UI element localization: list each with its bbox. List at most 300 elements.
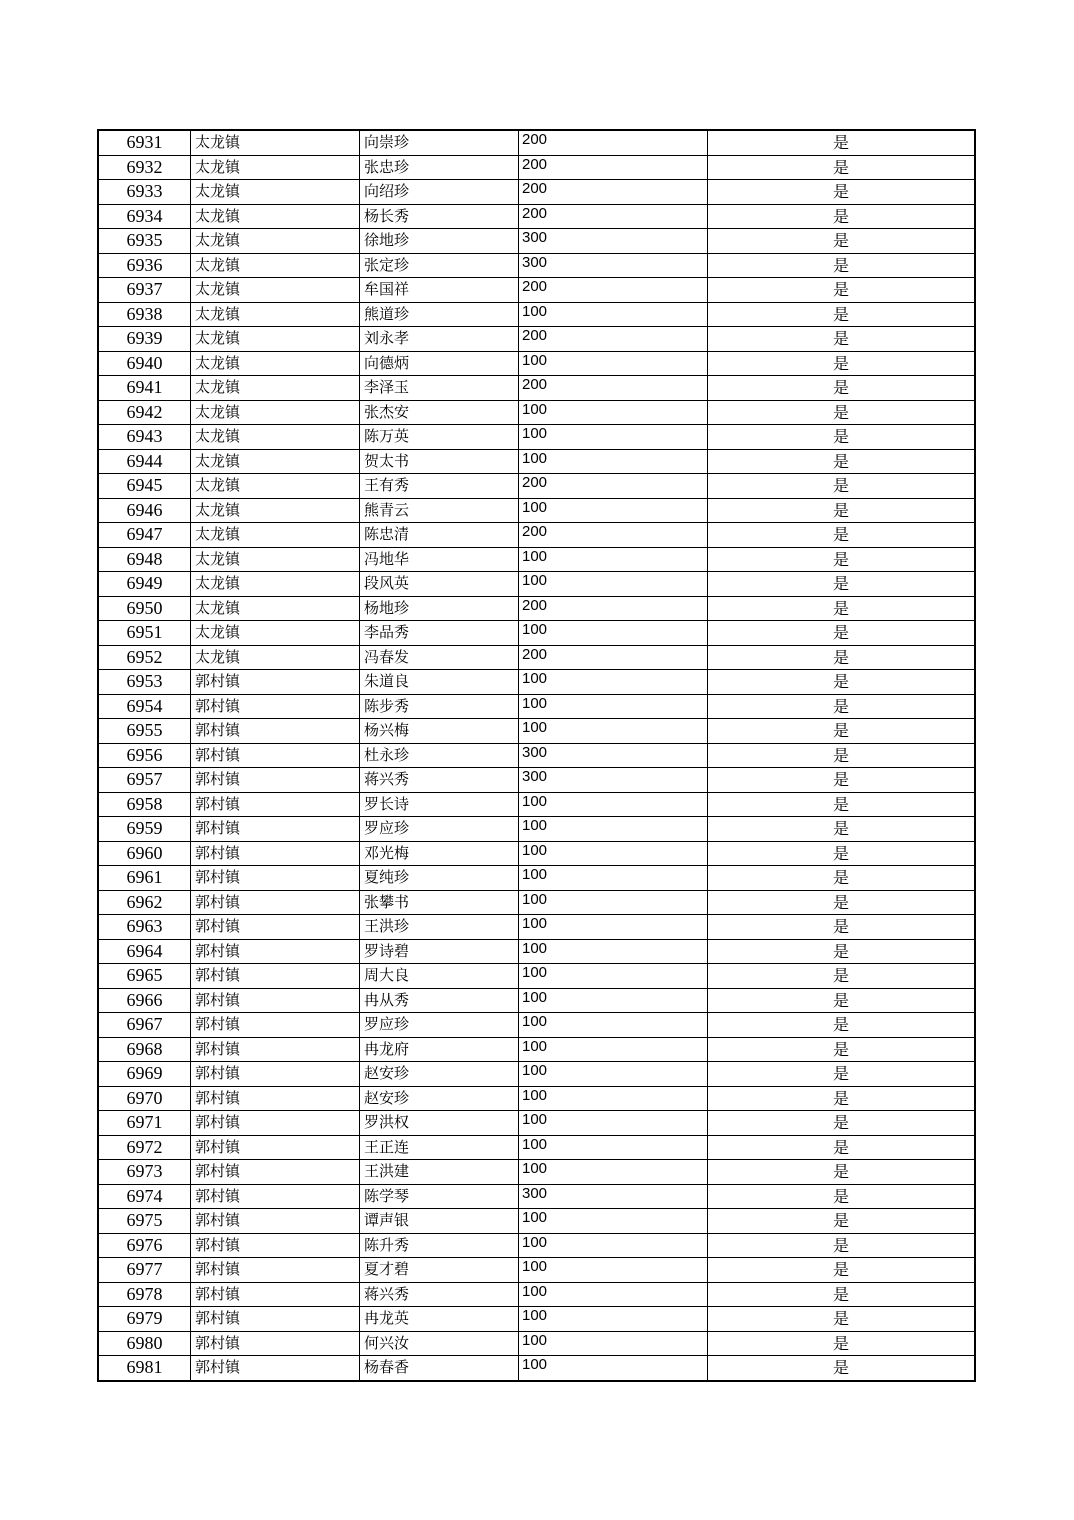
row-number-cell: 6938 (98, 302, 191, 327)
amount-cell: 100 (519, 792, 708, 817)
name-cell: 冉从秀 (360, 988, 519, 1013)
amount-cell: 200 (519, 523, 708, 548)
flag-cell: 是 (708, 1086, 976, 1111)
table-row (98, 474, 975, 499)
name-cell: 蒋兴秀 (360, 1282, 519, 1307)
table-row (98, 1233, 975, 1258)
row-number-cell: 6949 (98, 572, 191, 597)
table-row (98, 327, 975, 352)
table-row (98, 719, 975, 744)
name-cell: 杨春香 (360, 1356, 519, 1381)
town-cell: 郭村镇 (191, 866, 360, 891)
amount-cell: 300 (519, 253, 708, 278)
amount-cell: 100 (519, 988, 708, 1013)
flag-cell: 是 (708, 474, 976, 499)
name-cell: 熊道珍 (360, 302, 519, 327)
flag-cell: 是 (708, 229, 976, 254)
table-row (98, 302, 975, 327)
amount-cell: 100 (519, 1233, 708, 1258)
name-cell: 蒋兴秀 (360, 768, 519, 793)
flag-cell: 是 (708, 1233, 976, 1258)
table-row (98, 596, 975, 621)
data-table (97, 129, 976, 1382)
row-number-cell: 6948 (98, 547, 191, 572)
amount-cell: 100 (519, 1160, 708, 1185)
row-number-cell: 6956 (98, 743, 191, 768)
name-cell: 邓光梅 (360, 841, 519, 866)
flag-cell: 是 (708, 253, 976, 278)
amount-cell: 100 (519, 1307, 708, 1332)
town-cell: 太龙镇 (191, 229, 360, 254)
flag-cell: 是 (708, 621, 976, 646)
town-cell: 太龙镇 (191, 596, 360, 621)
name-cell: 段风英 (360, 572, 519, 597)
flag-cell: 是 (708, 1135, 976, 1160)
flag-cell: 是 (708, 939, 976, 964)
flag-cell: 是 (708, 1356, 976, 1381)
town-cell: 太龙镇 (191, 645, 360, 670)
table-row (98, 523, 975, 548)
flag-cell: 是 (708, 1013, 976, 1038)
town-cell: 太龙镇 (191, 155, 360, 180)
row-number-cell: 6962 (98, 890, 191, 915)
town-cell: 郭村镇 (191, 964, 360, 989)
name-cell: 熊青云 (360, 498, 519, 523)
amount-cell: 100 (519, 964, 708, 989)
table-row (98, 180, 975, 205)
row-number-cell: 6965 (98, 964, 191, 989)
amount-cell: 100 (519, 1135, 708, 1160)
row-number-cell: 6981 (98, 1356, 191, 1381)
row-number-cell: 6947 (98, 523, 191, 548)
amount-cell: 100 (519, 621, 708, 646)
town-cell: 太龙镇 (191, 400, 360, 425)
amount-cell: 100 (519, 939, 708, 964)
row-number-cell: 6940 (98, 351, 191, 376)
table-row (98, 1013, 975, 1038)
town-cell: 太龙镇 (191, 523, 360, 548)
row-number-cell: 6937 (98, 278, 191, 303)
amount-cell: 100 (519, 351, 708, 376)
table-row (98, 939, 975, 964)
amount-cell: 100 (519, 1062, 708, 1087)
amount-cell: 200 (519, 204, 708, 229)
name-cell: 张忠珍 (360, 155, 519, 180)
name-cell: 朱道良 (360, 670, 519, 695)
town-cell: 太龙镇 (191, 351, 360, 376)
name-cell: 张攀书 (360, 890, 519, 915)
table-row (98, 1037, 975, 1062)
row-number-cell: 6977 (98, 1258, 191, 1283)
amount-cell: 100 (519, 890, 708, 915)
town-cell: 太龙镇 (191, 376, 360, 401)
flag-cell: 是 (708, 719, 976, 744)
name-cell: 张定珍 (360, 253, 519, 278)
amount-cell: 100 (519, 1331, 708, 1356)
name-cell: 冉龙府 (360, 1037, 519, 1062)
amount-cell: 100 (519, 425, 708, 450)
town-cell: 郭村镇 (191, 1307, 360, 1332)
amount-cell: 100 (519, 1282, 708, 1307)
town-cell: 郭村镇 (191, 1331, 360, 1356)
table-row (98, 964, 975, 989)
flag-cell: 是 (708, 792, 976, 817)
amount-cell: 100 (519, 1037, 708, 1062)
town-cell: 太龙镇 (191, 278, 360, 303)
amount-cell: 100 (519, 719, 708, 744)
amount-cell: 200 (519, 596, 708, 621)
flag-cell: 是 (708, 866, 976, 891)
name-cell: 李品秀 (360, 621, 519, 646)
table-row (98, 817, 975, 842)
amount-cell: 100 (519, 400, 708, 425)
amount-cell: 100 (519, 302, 708, 327)
flag-cell: 是 (708, 351, 976, 376)
flag-cell: 是 (708, 890, 976, 915)
name-cell: 杜永珍 (360, 743, 519, 768)
town-cell: 郭村镇 (191, 1135, 360, 1160)
name-cell: 冉龙英 (360, 1307, 519, 1332)
name-cell: 陈万英 (360, 425, 519, 450)
name-cell: 向崇珍 (360, 130, 519, 155)
town-cell: 郭村镇 (191, 1013, 360, 1038)
town-cell: 太龙镇 (191, 130, 360, 155)
flag-cell: 是 (708, 1184, 976, 1209)
amount-cell: 300 (519, 229, 708, 254)
amount-cell: 100 (519, 1356, 708, 1381)
table-row (98, 1135, 975, 1160)
town-cell: 太龙镇 (191, 449, 360, 474)
town-cell: 太龙镇 (191, 425, 360, 450)
town-cell: 太龙镇 (191, 572, 360, 597)
row-number-cell: 6946 (98, 498, 191, 523)
name-cell: 罗应珍 (360, 1013, 519, 1038)
town-cell: 郭村镇 (191, 1233, 360, 1258)
table-row (98, 229, 975, 254)
flag-cell: 是 (708, 302, 976, 327)
town-cell: 太龙镇 (191, 180, 360, 205)
row-number-cell: 6945 (98, 474, 191, 499)
town-cell: 郭村镇 (191, 694, 360, 719)
amount-cell: 100 (519, 449, 708, 474)
amount-cell: 200 (519, 130, 708, 155)
row-number-cell: 6952 (98, 645, 191, 670)
table-row (98, 1086, 975, 1111)
flag-cell: 是 (708, 743, 976, 768)
flag-cell: 是 (708, 1209, 976, 1234)
table-row (98, 1160, 975, 1185)
flag-cell: 是 (708, 1307, 976, 1332)
table-row (98, 547, 975, 572)
flag-cell: 是 (708, 596, 976, 621)
amount-cell: 200 (519, 155, 708, 180)
name-cell: 陈步秀 (360, 694, 519, 719)
flag-cell: 是 (708, 964, 976, 989)
flag-cell: 是 (708, 498, 976, 523)
flag-cell: 是 (708, 130, 976, 155)
row-number-cell: 6963 (98, 915, 191, 940)
row-number-cell: 6939 (98, 327, 191, 352)
flag-cell: 是 (708, 1258, 976, 1283)
amount-cell: 100 (519, 1258, 708, 1283)
flag-cell: 是 (708, 1111, 976, 1136)
row-number-cell: 6954 (98, 694, 191, 719)
amount-cell: 200 (519, 180, 708, 205)
name-cell: 贺太书 (360, 449, 519, 474)
name-cell: 刘永孝 (360, 327, 519, 352)
row-number-cell: 6959 (98, 817, 191, 842)
row-number-cell: 6967 (98, 1013, 191, 1038)
name-cell: 向德炳 (360, 351, 519, 376)
table-row (98, 1307, 975, 1332)
town-cell: 郭村镇 (191, 768, 360, 793)
row-number-cell: 6964 (98, 939, 191, 964)
town-cell: 太龙镇 (191, 547, 360, 572)
table-row (98, 890, 975, 915)
table-row (98, 866, 975, 891)
name-cell: 罗应珍 (360, 817, 519, 842)
row-number-cell: 6943 (98, 425, 191, 450)
flag-cell: 是 (708, 670, 976, 695)
table-row (98, 572, 975, 597)
row-number-cell: 6932 (98, 155, 191, 180)
town-cell: 郭村镇 (191, 1282, 360, 1307)
town-cell: 太龙镇 (191, 302, 360, 327)
table-row (98, 743, 975, 768)
town-cell: 郭村镇 (191, 1209, 360, 1234)
table-row (98, 841, 975, 866)
row-number-cell: 6978 (98, 1282, 191, 1307)
name-cell: 赵安珍 (360, 1062, 519, 1087)
town-cell: 郭村镇 (191, 988, 360, 1013)
town-cell: 太龙镇 (191, 253, 360, 278)
flag-cell: 是 (708, 1037, 976, 1062)
town-cell: 郭村镇 (191, 1184, 360, 1209)
row-number-cell: 6941 (98, 376, 191, 401)
row-number-cell: 6935 (98, 229, 191, 254)
town-cell: 郭村镇 (191, 1356, 360, 1381)
row-number-cell: 6950 (98, 596, 191, 621)
flag-cell: 是 (708, 547, 976, 572)
town-cell: 郭村镇 (191, 915, 360, 940)
name-cell: 杨地珍 (360, 596, 519, 621)
flag-cell: 是 (708, 694, 976, 719)
table-row (98, 130, 975, 155)
table-row (98, 694, 975, 719)
amount-cell: 100 (519, 670, 708, 695)
name-cell: 罗长诗 (360, 792, 519, 817)
flag-cell: 是 (708, 425, 976, 450)
table-row (98, 1062, 975, 1087)
flag-cell: 是 (708, 915, 976, 940)
row-number-cell: 6966 (98, 988, 191, 1013)
row-number-cell: 6957 (98, 768, 191, 793)
row-number-cell: 6973 (98, 1160, 191, 1185)
amount-cell: 100 (519, 1086, 708, 1111)
flag-cell: 是 (708, 572, 976, 597)
amount-cell: 300 (519, 768, 708, 793)
row-number-cell: 6979 (98, 1307, 191, 1332)
name-cell: 谭声银 (360, 1209, 519, 1234)
row-number-cell: 6944 (98, 449, 191, 474)
town-cell: 郭村镇 (191, 1160, 360, 1185)
name-cell: 杨兴梅 (360, 719, 519, 744)
flag-cell: 是 (708, 327, 976, 352)
amount-cell: 200 (519, 327, 708, 352)
town-cell: 郭村镇 (191, 939, 360, 964)
flag-cell: 是 (708, 180, 976, 205)
name-cell: 王洪珍 (360, 915, 519, 940)
row-number-cell: 6969 (98, 1062, 191, 1087)
row-number-cell: 6933 (98, 180, 191, 205)
table-row (98, 768, 975, 793)
row-number-cell: 6975 (98, 1209, 191, 1234)
name-cell: 冯地华 (360, 547, 519, 572)
flag-cell: 是 (708, 278, 976, 303)
town-cell: 郭村镇 (191, 670, 360, 695)
table-row (98, 498, 975, 523)
row-number-cell: 6980 (98, 1331, 191, 1356)
town-cell: 太龙镇 (191, 204, 360, 229)
table-row (98, 1111, 975, 1136)
town-cell: 太龙镇 (191, 498, 360, 523)
table-row (98, 1209, 975, 1234)
row-number-cell: 6942 (98, 400, 191, 425)
table-row (98, 1184, 975, 1209)
flag-cell: 是 (708, 1062, 976, 1087)
town-cell: 郭村镇 (191, 743, 360, 768)
amount-cell: 100 (519, 547, 708, 572)
name-cell: 张杰安 (360, 400, 519, 425)
flag-cell: 是 (708, 400, 976, 425)
row-number-cell: 6974 (98, 1184, 191, 1209)
name-cell: 向绍珍 (360, 180, 519, 205)
flag-cell: 是 (708, 523, 976, 548)
name-cell: 罗诗碧 (360, 939, 519, 964)
flag-cell: 是 (708, 449, 976, 474)
town-cell: 郭村镇 (191, 890, 360, 915)
name-cell: 王洪建 (360, 1160, 519, 1185)
amount-cell: 200 (519, 645, 708, 670)
amount-cell: 100 (519, 841, 708, 866)
row-number-cell: 6971 (98, 1111, 191, 1136)
table-row (98, 425, 975, 450)
flag-cell: 是 (708, 1331, 976, 1356)
amount-cell: 300 (519, 1184, 708, 1209)
flag-cell: 是 (708, 1282, 976, 1307)
town-cell: 太龙镇 (191, 621, 360, 646)
table-row (98, 1258, 975, 1283)
name-cell: 杨长秀 (360, 204, 519, 229)
name-cell: 陈学琴 (360, 1184, 519, 1209)
flag-cell: 是 (708, 155, 976, 180)
flag-cell: 是 (708, 204, 976, 229)
row-number-cell: 6976 (98, 1233, 191, 1258)
amount-cell: 100 (519, 694, 708, 719)
name-cell: 王有秀 (360, 474, 519, 499)
amount-cell: 100 (519, 572, 708, 597)
table-body (98, 130, 975, 1381)
amount-cell: 200 (519, 278, 708, 303)
row-number-cell: 6951 (98, 621, 191, 646)
town-cell: 郭村镇 (191, 841, 360, 866)
table-row (98, 1356, 975, 1381)
name-cell: 冯春发 (360, 645, 519, 670)
row-number-cell: 6961 (98, 866, 191, 891)
table-row (98, 645, 975, 670)
name-cell: 陈升秀 (360, 1233, 519, 1258)
amount-cell: 100 (519, 817, 708, 842)
town-cell: 太龙镇 (191, 474, 360, 499)
amount-cell: 100 (519, 915, 708, 940)
name-cell: 陈忠清 (360, 523, 519, 548)
amount-cell: 200 (519, 474, 708, 499)
flag-cell: 是 (708, 817, 976, 842)
amount-cell: 100 (519, 1111, 708, 1136)
table-row (98, 449, 975, 474)
flag-cell: 是 (708, 988, 976, 1013)
town-cell: 郭村镇 (191, 1037, 360, 1062)
name-cell: 赵安珍 (360, 1086, 519, 1111)
row-number-cell: 6955 (98, 719, 191, 744)
name-cell: 夏纯珍 (360, 866, 519, 891)
row-number-cell: 6970 (98, 1086, 191, 1111)
town-cell: 郭村镇 (191, 719, 360, 744)
town-cell: 郭村镇 (191, 1258, 360, 1283)
town-cell: 郭村镇 (191, 792, 360, 817)
table-row (98, 253, 975, 278)
table-row (98, 621, 975, 646)
row-number-cell: 6958 (98, 792, 191, 817)
name-cell: 罗洪权 (360, 1111, 519, 1136)
flag-cell: 是 (708, 376, 976, 401)
table-row (98, 278, 975, 303)
name-cell: 牟国祥 (360, 278, 519, 303)
name-cell: 何兴汝 (360, 1331, 519, 1356)
amount-cell: 100 (519, 1209, 708, 1234)
row-number-cell: 6960 (98, 841, 191, 866)
name-cell: 李泽玉 (360, 376, 519, 401)
name-cell: 周大良 (360, 964, 519, 989)
table-row (98, 915, 975, 940)
town-cell: 郭村镇 (191, 817, 360, 842)
table-row (98, 670, 975, 695)
table-row (98, 1331, 975, 1356)
name-cell: 夏才碧 (360, 1258, 519, 1283)
flag-cell: 是 (708, 1160, 976, 1185)
table-row (98, 988, 975, 1013)
flag-cell: 是 (708, 841, 976, 866)
row-number-cell: 6931 (98, 130, 191, 155)
name-cell: 王正连 (360, 1135, 519, 1160)
row-number-cell: 6934 (98, 204, 191, 229)
table-row (98, 376, 975, 401)
table-row (98, 155, 975, 180)
flag-cell: 是 (708, 645, 976, 670)
table-row (98, 204, 975, 229)
row-number-cell: 6953 (98, 670, 191, 695)
town-cell: 郭村镇 (191, 1111, 360, 1136)
town-cell: 太龙镇 (191, 327, 360, 352)
row-number-cell: 6936 (98, 253, 191, 278)
amount-cell: 100 (519, 498, 708, 523)
amount-cell: 100 (519, 866, 708, 891)
amount-cell: 300 (519, 743, 708, 768)
table-row (98, 351, 975, 376)
amount-cell: 200 (519, 376, 708, 401)
name-cell: 徐地珍 (360, 229, 519, 254)
row-number-cell: 6972 (98, 1135, 191, 1160)
